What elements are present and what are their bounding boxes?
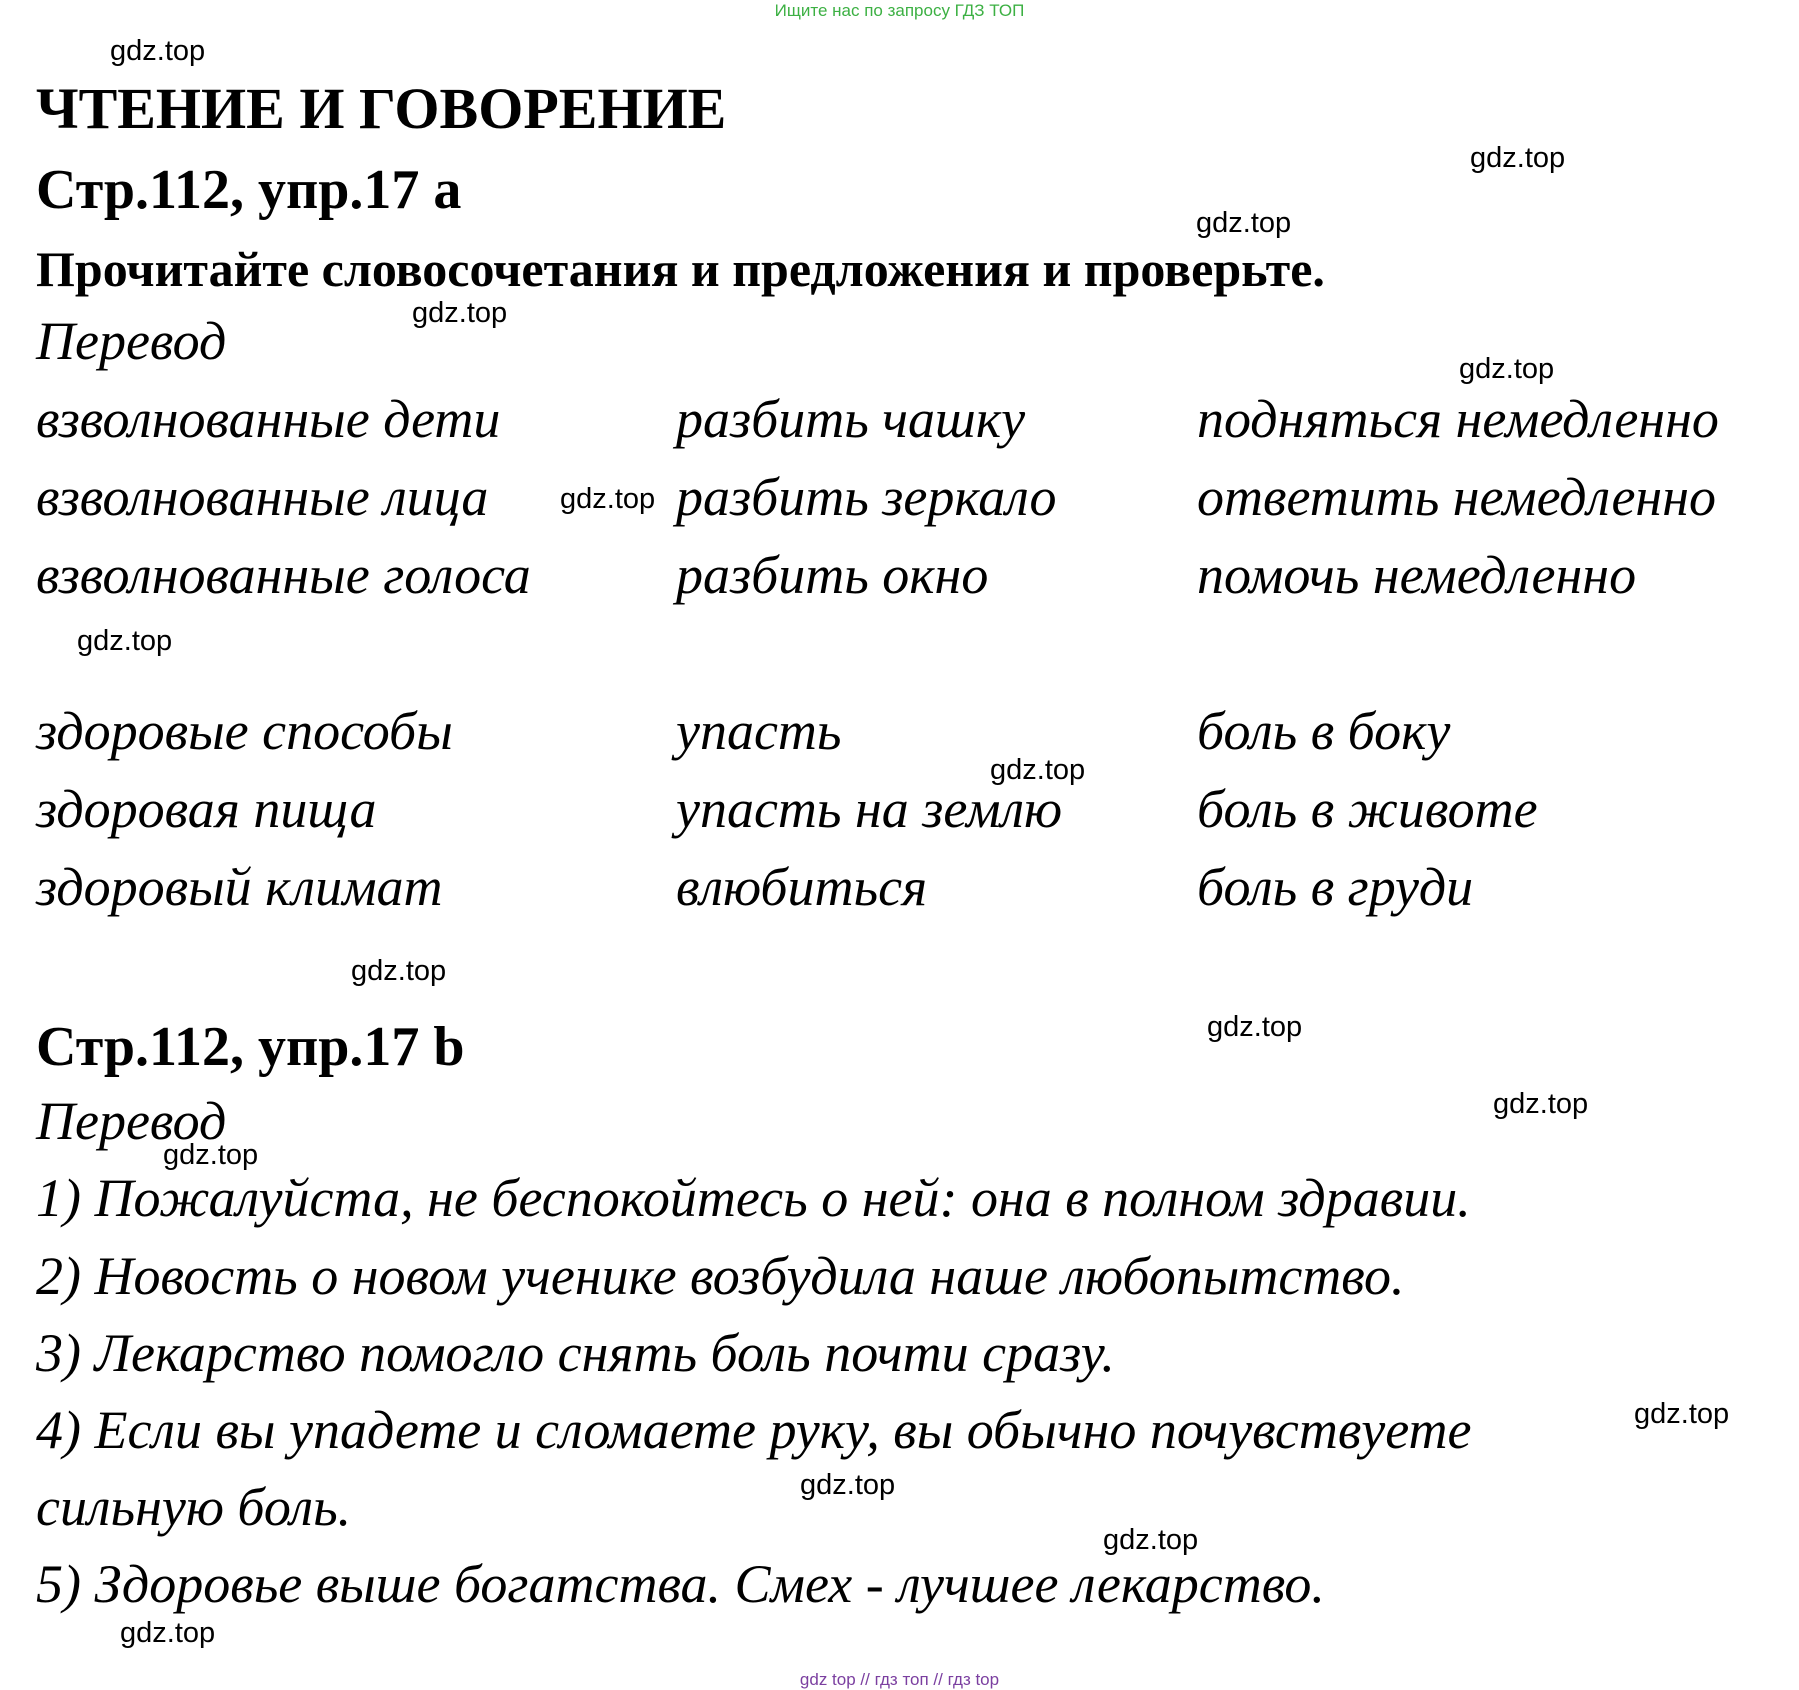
watermark: gdz.top (351, 955, 447, 987)
watermark: gdz.top (1196, 207, 1292, 239)
phrase-g2-c1-r2: здоровая пища (36, 779, 377, 839)
exercise-a-title: Стр.112, упр.17 а (36, 159, 462, 221)
phrase-g1-c3-r1: подняться немедленно (1197, 389, 1719, 449)
watermark: gdz.top (120, 1617, 216, 1649)
phrase-g2-c3-r3: боль в груди (1197, 857, 1474, 917)
phrase-g1-c1-r2: взволнованные лица (36, 467, 489, 527)
top-banner[interactable]: Ищите нас по запросу ГДЗ ТОП (774, 1, 1025, 20)
watermark: gdz.top (163, 1139, 259, 1171)
watermark: gdz.top (1103, 1524, 1199, 1556)
watermark: gdz.top (1207, 1011, 1303, 1043)
sentence-3: 3) Лекарство помогло снять боль почти сразу. (36, 1323, 1115, 1383)
phrase-g1-c2-r1: разбить чашку (676, 389, 1026, 449)
phrase-g2-c1-r1: здоровые способы (36, 701, 453, 761)
exercise-a-translation-label: Перевод (36, 311, 227, 371)
phrase-g1-c1-r1: взволнованные дети (36, 389, 501, 449)
watermark: gdz.top (1470, 142, 1566, 174)
sentence-5: 5) Здоровье выше богатства. Смех - лучшее лекарство. (36, 1554, 1325, 1614)
watermark: gdz.top (412, 297, 508, 329)
phrase-g1-c3-r3: помочь немедленно (1197, 545, 1637, 605)
watermark: gdz.top (800, 1469, 896, 1501)
sentence-4: 4) Если вы упадете и сломаете руку, вы обычно почувствуете (36, 1400, 1472, 1460)
exercise-b-title: Стр.112, упр.17 b (36, 1016, 465, 1078)
phrase-g2-c2-r1: упасть (676, 701, 842, 761)
watermark: gdz.top (1493, 1088, 1589, 1120)
phrase-g2-c3-r1: боль в боку (1197, 701, 1451, 761)
section-title: ЧТЕНИЕ И ГОВОРЕНИЕ (36, 76, 727, 141)
exercise-b-translation-label: Перевод (36, 1091, 227, 1151)
sentence-4-continuation: сильную боль. (36, 1477, 352, 1537)
phrase-g1-c2-r2: разбить зеркало (676, 467, 1057, 527)
phrase-g2-c2-r3: влюбиться (676, 857, 928, 917)
sentence-1: 1) Пожалуйста, не беспокойтесь о ней: она в полном здравии. (36, 1168, 1471, 1228)
phrase-g2-c2-r2: упасть на землю (676, 779, 1063, 839)
sentence-2: 2) Новость о новом ученике возбудила наше любопытство. (36, 1246, 1405, 1306)
watermark: gdz.top (1634, 1398, 1730, 1430)
watermark: gdz.top (990, 754, 1086, 786)
watermark: gdz.top (110, 35, 206, 67)
phrase-g2-c1-r3: здоровый климат (36, 857, 443, 917)
exercise-a-task: Прочитайте словосочетания и предложения и проверьте. (36, 241, 1325, 297)
watermark: gdz.top (77, 625, 173, 657)
watermark: gdz.top (1459, 353, 1555, 385)
bottom-banner[interactable]: gdz top // гдз топ // гдз top (799, 1670, 1000, 1689)
phrase-g1-c3-r2: ответить немедленно (1197, 467, 1717, 527)
watermark: gdz.top (560, 483, 656, 515)
phrase-g1-c1-r3: взволнованные голоса (36, 545, 531, 605)
phrase-g2-c3-r2: боль в животе (1197, 779, 1538, 839)
phrase-g1-c2-r3: разбить окно (676, 545, 989, 605)
